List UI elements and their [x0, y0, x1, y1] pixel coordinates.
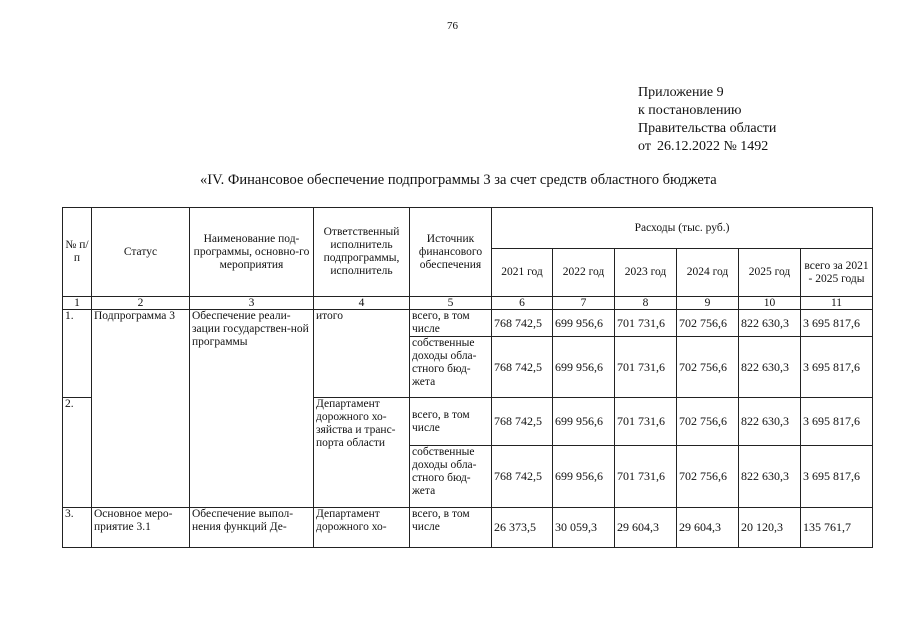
value-cell: 699 956,6 — [553, 337, 615, 398]
header-expenses: Расходы (тыс. руб.) — [492, 208, 873, 249]
table-row — [63, 310, 873, 337]
financing-table — [62, 207, 873, 548]
column-number: 9 — [677, 297, 739, 310]
header-status: Статус — [92, 208, 190, 297]
appendix-line-3: Правительства области — [638, 121, 777, 136]
row-status: Основное меро-приятие 3.1 — [92, 508, 190, 548]
column-number: 2 — [92, 297, 190, 310]
appendix-date-line — [638, 138, 776, 156]
header-year: 2022 год — [553, 249, 615, 297]
value-cell: 699 956,6 — [553, 310, 615, 337]
row-status: Подпрограмма 3 — [92, 310, 190, 508]
header-num: № п/п — [63, 208, 92, 297]
row-name: Обеспечение выпол-нения функций Де- — [190, 508, 314, 548]
row-num: 2. — [63, 398, 92, 508]
value-cell: 30 059,3 — [553, 508, 615, 548]
row-responsible: итого — [314, 310, 410, 398]
value-cell: 822 630,3 — [739, 337, 801, 398]
value-cell: 20 120,3 — [739, 508, 801, 548]
row-source: собственные доходы обла-стного бюд-жета — [410, 337, 492, 398]
value-cell: 702 756,6 — [677, 337, 739, 398]
header-total: всего за 2021 - 2025 годы — [801, 249, 873, 297]
value-cell: 822 630,3 — [739, 446, 801, 508]
appendix-date-prefix: от — [638, 139, 651, 154]
row-source: собственные доходы обла-стного бюд-жета — [410, 446, 492, 508]
value-cell: 768 742,5 — [492, 398, 553, 446]
row-source: всего, в том числе — [410, 310, 492, 337]
appendix-line-2: к постановлению — [638, 103, 742, 118]
row-responsible: Департамент дорожного хо- — [314, 508, 410, 548]
value-cell: 29 604,3 — [677, 508, 739, 548]
value-cell: 702 756,6 — [677, 446, 739, 508]
row-name: Обеспечение реали-зации государствен-ной программы — [190, 310, 314, 508]
column-number: 7 — [553, 297, 615, 310]
page-number: 76 — [447, 20, 458, 32]
value-cell: 699 956,6 — [553, 398, 615, 446]
column-numbers-row — [63, 297, 873, 310]
value-cell: 822 630,3 — [739, 398, 801, 446]
value-cell: 699 956,6 — [553, 446, 615, 508]
row-responsible: Департамент дорожного хо-зяйства и транс-порта области — [314, 398, 410, 508]
section-title: «IV. Финансовое обеспечение подпрограммы 3 за счет средств областного бюджета — [200, 172, 717, 188]
column-number: 10 — [739, 297, 801, 310]
column-number: 6 — [492, 297, 553, 310]
row-source: всего, в том числе — [410, 508, 492, 548]
appendix-line-1: Приложение 9 — [638, 85, 724, 100]
appendix-block — [638, 84, 776, 156]
header-year: 2021 год — [492, 249, 553, 297]
value-cell: 701 731,6 — [615, 398, 677, 446]
header-year: 2025 год — [739, 249, 801, 297]
value-cell: 768 742,5 — [492, 337, 553, 398]
value-cell: 702 756,6 — [677, 398, 739, 446]
value-cell: 701 731,6 — [615, 337, 677, 398]
column-number: 4 — [314, 297, 410, 310]
value-cell: 701 731,6 — [615, 310, 677, 337]
appendix-date: 26.12.2022 № 1492 — [656, 139, 769, 154]
value-cell: 701 731,6 — [615, 446, 677, 508]
header-responsible: Ответственный исполнитель подпрограммы, исполнитель — [314, 208, 410, 297]
column-number: 5 — [410, 297, 492, 310]
value-cell: 29 604,3 — [615, 508, 677, 548]
row-num: 3. — [63, 508, 92, 548]
header-name: Наименование под-программы, основно-го мероприятия — [190, 208, 314, 297]
header-year: 2024 год — [677, 249, 739, 297]
value-cell: 3 695 817,6 — [801, 446, 873, 508]
value-cell: 26 373,5 — [492, 508, 553, 548]
value-cell: 3 695 817,6 — [801, 337, 873, 398]
column-number: 8 — [615, 297, 677, 310]
value-cell: 822 630,3 — [739, 310, 801, 337]
value-cell: 3 695 817,6 — [801, 310, 873, 337]
column-number: 1 — [63, 297, 92, 310]
header-row-1 — [63, 208, 873, 249]
value-cell: 768 742,5 — [492, 446, 553, 508]
value-cell: 135 761,7 — [801, 508, 873, 548]
value-cell: 768 742,5 — [492, 310, 553, 337]
row-source: всего, в том числе — [410, 398, 492, 446]
header-source: Источник финансового обеспечения — [410, 208, 492, 297]
table-row — [63, 508, 873, 548]
column-number: 11 — [801, 297, 873, 310]
column-number: 3 — [190, 297, 314, 310]
value-cell: 702 756,6 — [677, 310, 739, 337]
value-cell: 3 695 817,6 — [801, 398, 873, 446]
row-num: 1. — [63, 310, 92, 398]
header-year: 2023 год — [615, 249, 677, 297]
